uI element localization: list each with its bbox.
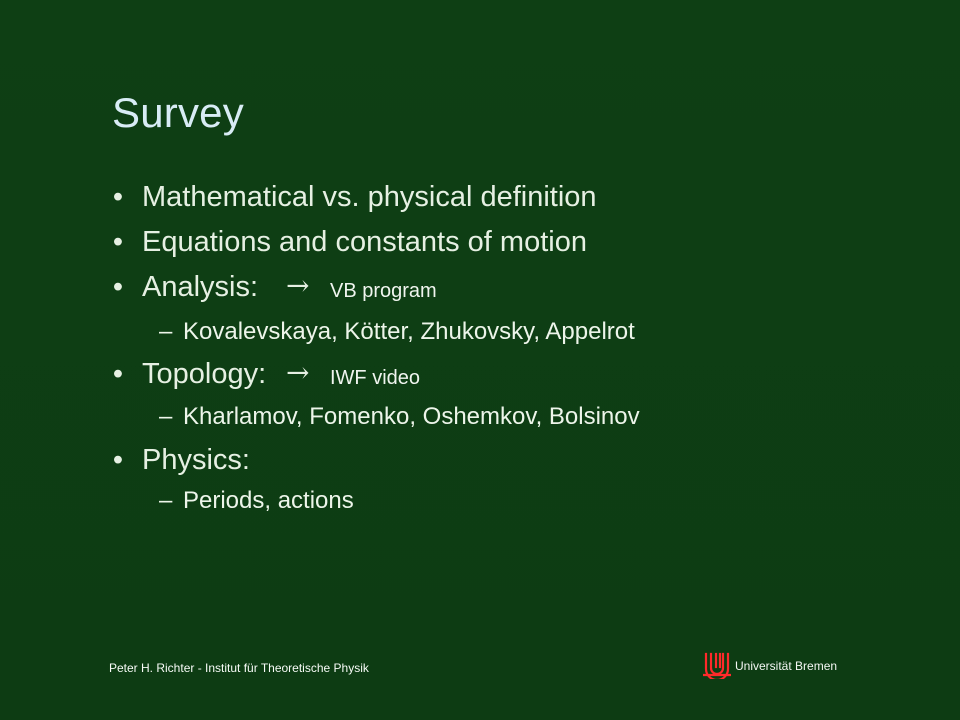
university-logo-icon — [703, 651, 731, 679]
vb-program-link[interactable]: VB program — [330, 280, 437, 302]
bullet-text: Mathematical vs. physical definition — [142, 181, 597, 213]
sub-item-text: Kovalevskaya, Kötter, Zhukovsky, Appelrot — [183, 318, 635, 345]
dash-icon: – — [159, 403, 173, 430]
sub-item-text: Kharlamov, Fomenko, Oshemkov, Bolsinov — [183, 403, 640, 430]
bullet-text: Topology: — [142, 358, 267, 390]
arrow-icon: → — [286, 356, 310, 389]
bullet-icon: • — [112, 271, 124, 303]
bullet-text: Physics: — [142, 444, 250, 476]
bullet-icon: • — [112, 181, 124, 213]
bullet-text: Equations and constants of motion — [142, 226, 587, 258]
sub-item-text: Periods, actions — [183, 487, 354, 514]
slide-title: Survey — [112, 89, 244, 136]
bullet-text: Analysis: — [142, 271, 259, 303]
footer-author: Peter H. Richter - Institut für Theoretische Physik — [109, 661, 369, 675]
dash-icon: – — [159, 487, 173, 514]
arrow-icon: → — [286, 269, 310, 302]
bullet-icon: • — [112, 226, 124, 258]
iwf-video-link[interactable]: IWF video — [330, 367, 421, 389]
university-branding — [703, 651, 873, 683]
bullet-icon: • — [112, 444, 124, 476]
university-name: Universität Bremen — [735, 659, 838, 673]
bullet-icon: • — [112, 358, 124, 390]
dash-icon: – — [159, 318, 173, 345]
